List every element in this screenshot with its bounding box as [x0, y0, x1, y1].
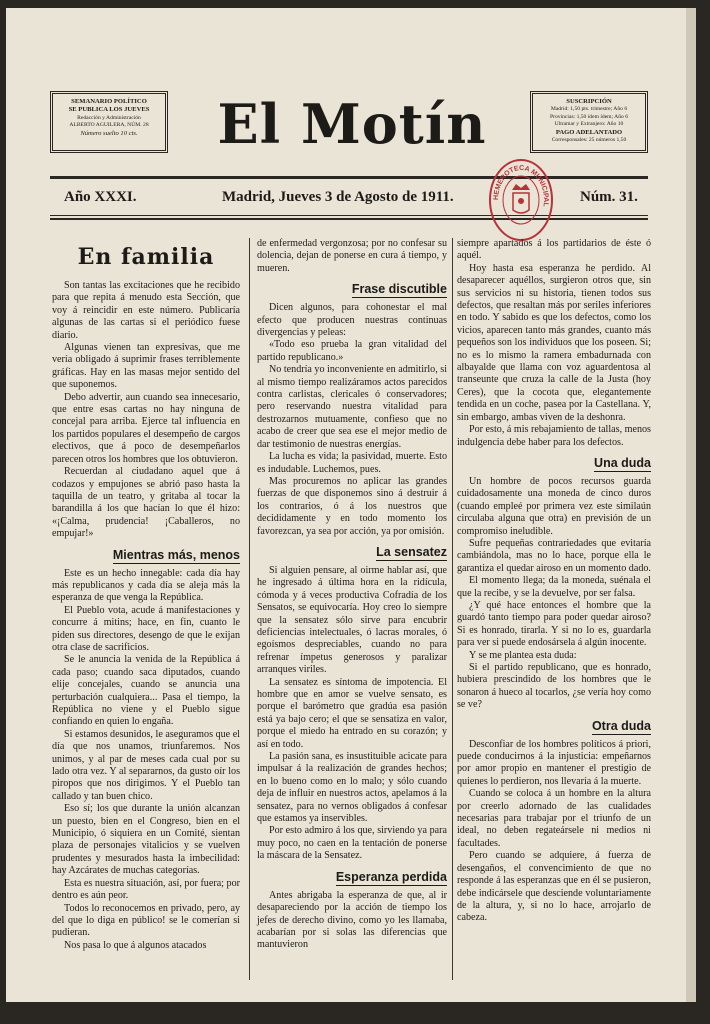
right-box-line5: PAGO ADELANTADO	[555, 128, 623, 136]
library-stamp	[488, 158, 554, 242]
masthead-left-box	[50, 91, 168, 153]
section-heading	[457, 718, 651, 734]
section-title-otra-duda: Otra duda	[591, 718, 651, 733]
dateline	[50, 182, 648, 212]
paragraph: Por esto admiro á los que, sirviendo ya para muy poco, no caen en la tentación de ponerse la máscara de la Sensatez.	[257, 825, 447, 862]
headline-en-familia: En familia	[77, 244, 215, 270]
paragraph: Desconfiar de los hombres políticos á priori, puede conducirnos á la injusticia: empeñarnos por amor propio en mantener el prestigio de quienes lo perdieron, nos llevaría á la muerte.	[457, 738, 651, 787]
left-box-line4: ALBERTO AGUILERA, NÚM. 28	[69, 122, 149, 129]
right-box-line2: Madrid: 1,50 pts. trimestre; Año 6	[550, 106, 628, 113]
masthead-right-box	[530, 91, 648, 153]
dateline-year: Año XXXI.	[64, 189, 137, 205]
paragraph: No tendría yo inconveniente en admitirlo, si al mismo tiempo realizáramos actos parecidos contra carlistas, clericales ó conservadores; pero reservando nuestra vitalidad para destrozarnos mutuamente, confieso que no acabo de creer que sea ese el mejor medio de dar testimonio de nuestras energías.	[257, 364, 447, 450]
paragraph: La lucha es vida; la pasividad, muerte. Esto es indudable. Luchemos, pues.	[257, 451, 447, 475]
paragraph: El Pueblo vota, acude á manifestaciones y concurre á mitins; hace, en fin, cuanto le piden sus directores, desengo de que le exijan otra clase de sacrificios.	[52, 604, 240, 653]
section-heading	[52, 547, 240, 563]
section-heading	[257, 281, 447, 297]
section-heading	[257, 869, 447, 885]
paragraph: Este es un hecho innegable: cada día hay más republicanos y cada día se aleja más la esperanza de que venga la República.	[52, 567, 240, 604]
column-3	[457, 238, 651, 925]
paragraph: Eso sí; los que durante la unión alcanzan un puesto, bien en el Congreso, bien en el Municipio, ó siquiera en un Comité, sientan plaza de personajes vitalicios y se vuelven prudentes y mesurados hasta la imbecilidad: hay Azcárates de muchas categorías.	[52, 803, 240, 877]
right-box-line1: SUSCRIPCIÓN	[566, 98, 612, 105]
paragraph: Mas procuremos no aplicar las grandes fuerzas de que disponemos sino á destruir á los contrarios, ó á los nuestros que decididamente y en todo momento los favorezcan, ya sea por acción, ya por omisión.	[257, 475, 447, 537]
paragraph: Antes abrigaba la esperanza de que, al ir desapareciendo por la acción de tiempo los jefes de derecho divino, como yo les llamaba, acabarían por si solas las diferencias que mantuvieron	[257, 889, 447, 951]
dateline-number: Núm. 31.	[580, 189, 638, 205]
left-box-line3: Redacción y Administración	[77, 114, 141, 121]
column-rule-1	[249, 238, 250, 980]
paragraph: Son tantas las excitaciones que he recibido para que repita á menudo esta Sección, que voy á reincidir en este número. Publicaría algunas de las cartas si el periódico fuese diario.	[52, 280, 240, 341]
column-2	[257, 238, 447, 952]
dateline-date: Madrid, Jueves 3 de Agosto de 1911.	[222, 189, 454, 205]
paragraph: Un hombre de pocos recursos guarda cuidadosamente una moneda de cinco duros (cuando empleé por primera vez este similaún circulaba alguna que otra) en previsión de un compromiso ineludible.	[457, 475, 651, 537]
section-title-sensatez: La sensatez	[376, 544, 447, 559]
paragraph: Esta es nuestra situación, así, por fuera; por dentro es aún peor.	[52, 877, 240, 902]
paragraph: Algunas vienen tan expresivas, que me vería obligado á suprimir frases terriblemente gráficas. Hay en las masas mejor sentido del que suponemos.	[52, 342, 240, 391]
newspaper-page	[6, 8, 696, 1002]
masthead-rule-bottom	[50, 218, 648, 220]
paragraph: de enfermedad vergonzosa; por no confesar su dolencia, dejan de ponerse en cura á tiempo, y mueren.	[257, 238, 447, 274]
section-title-frase: Frase discutible	[351, 282, 447, 297]
page-edge	[686, 8, 696, 1002]
paragraph: Recuerdan al ciudadano aquel que á codazos y empujones se abrió paso hasta la taquilla de un teatro, y gritaba al tocar la barandilla á los que hacían lo que él hizo: «¡Calma, prudencia! ¡Caballeros, no empujar!»	[52, 466, 240, 540]
paragraph: Si alguien pensare, al oirme hablar así, que he ingresado á última hora en la ridícula, cómoda y á veces productiva Cofradía de los Sensatos, se equivocaría. Hoy creo lo siempre que la sensatez sólo sirve para encubrir deficiencias intelectuales, ó lacras morales, ó egoísmos despreciables, cuando no para refrenar ímpetus generosos y paralizar arranques viriles.	[257, 564, 447, 676]
section-heading	[257, 544, 447, 560]
paragraph: siempre apartados á los partidarios de éste ó aquél.	[457, 238, 651, 262]
section-heading	[457, 455, 651, 471]
crown-crest-icon	[512, 184, 530, 213]
left-box-line1: SEMANARIO POLÍTICO	[71, 98, 147, 105]
paragraph: Cuando se coloca á un hombre en la altura por creerlo adornado de las cualidades necesarias para trabajar por el triunfo de un ideal, no deben regateársele ni medios ni facultades.	[457, 788, 651, 849]
column-rule-2	[452, 238, 453, 980]
paragraph: «Todo eso prueba la gran vitalidad del partido republicano.»	[257, 339, 447, 363]
paragraph: Todos lo reconocemos en privado, pero, ay del que lo diga en público! se le comerían si pudieran.	[52, 902, 240, 939]
paragraph: Si estamos desunidos, le aseguramos que el día que nos unamos, triunfaremos. Nos unimos, y al par de meses cada cual por su lado otra vez. Y al separarnos, da gusto oír los piropos que nos dirigimos. Y el Pueblo tan callado y tan buen chico.	[52, 728, 240, 802]
paragraph: ¿Y qué hace entonces el hombre que la guardó tanto tiempo para poder quedar airoso? Si es honrado, tirarla. Y si no lo es, guardarla para ver si puede endosársela á algún inocente.	[457, 599, 651, 649]
paragraph: Se le anuncia la venida de la República á cada paso; cuando saca diputados, cuando elije concejales, cuando se anuncia una perturbación cualquiera... Pasa el tiempo, la República no viene y el Pueblo sigue confiando en quien lo engaña.	[52, 654, 240, 728]
paragraph: Y se me plantea esta duda:	[469, 649, 577, 661]
paragraph: La pasión sana, es insustituible acicate para impulsar á la realización de grandes hechos; en lo bueno como en lo malo; y sólo cuando deja de influir en nuestros actos, apelamos á la sensatez, para no vernos obligados á confesar que estamos ya inservibles.	[257, 751, 447, 825]
masthead-rule-top	[50, 176, 648, 179]
paragraph: Sufre pequeñas contrariedades que evitaría cambiándola, mas no lo hace, porque ella le garantiza el quedar airoso en un momento dado.	[457, 537, 651, 574]
paragraph: Pero cuando se adquiere, á fuerza de desengaños, el convencimiento de que no responde á las esperanzas que en él se pusieron, debe indicársele que desciende voluntariamente de la altura, y, si no lo hace, arrojarlo de cabeza.	[457, 850, 651, 924]
paragraph: Dicen algunos, para cohonestar el mal efecto que producen nuestras continuas divergencias y peleas:	[257, 302, 447, 339]
masthead-title: El Motín	[217, 92, 487, 156]
paragraph: Debo advertir, aun cuando sea innecesario, que entre esas cartas no hay ninguna de concejal para arriba. Ejerce tal influencia en los partidos populares el desempeño de cargos electivos, que á poco de desempeñarlos parecen otros los hombres que los obtuvieron.	[52, 391, 240, 465]
section-title-mientras: Mientras más, menos	[112, 547, 240, 562]
left-box-line2: SE PUBLICA LOS JUEVES	[68, 106, 150, 114]
stamp-text: HEMEROTECA MUNICIPAL	[492, 164, 550, 208]
paragraph: Hoy hasta esa esperanza he perdido. Al desaparecer aquéllos, surgieron otros que, sin sus servicios ni su historia, tienen todos sus defectos, que resaltan más por seriles inferiores en todo. Y sabido es que los defectos, como los vicios, aparecen tanto más grandes, cuanto más pequeños son los individuos que los poseen. Si; no es lo mismo la ramera embadurnada con albayalde que llama con voz aguardentosa al transeunte que cruza la calle de la Justa (hoy Ceres), que la cocota que, elegantemente tendida en un coche, pasea por la Castellana. Y, sin embargo, ambas viven de la deshonra.	[457, 262, 651, 423]
masthead-rule-mid	[50, 215, 648, 216]
paragraph: La sensatez es síntoma de impotencia. El hombre que en amor se vuelve sensato, es porque el barómetro que gradúa esa pasión está ya bajo cero; el que se sensatiza en valor, porque el miedo ha entrado en su corazón; y así en todo.	[257, 676, 447, 750]
section-title-esperanza: Esperanza perdida	[335, 869, 447, 884]
section-title-una-duda: Una duda	[594, 455, 651, 470]
paragraph: Por esto, á mis rebajamiento de tallas, menos indulgencia debe haber para los defectos.	[457, 424, 651, 448]
right-box-line4: Ultramar y Extranjero: Año 10	[554, 121, 624, 128]
right-box-line6: Corresponsales: 25 números 1,50	[551, 137, 627, 144]
paragraph: El momento llega; da la moneda, suénala el que la recibe, y se la devuelve, por ser falsa.	[457, 575, 651, 599]
column-1	[52, 238, 240, 952]
paragraph: Si el partido republicano, que es honrado, hubiera prescindido de los hombres que le sonaron á hueco al tocarlos, ¿se vería hoy como se ve?	[457, 662, 651, 711]
paragraph: Nos pasa lo que á algunos atacados	[64, 939, 207, 951]
right-box-line3: Provincias: 1,50 ídem ídem; Año 6	[550, 113, 628, 120]
left-box-line5: Número suelto 10 cts.	[80, 129, 138, 137]
